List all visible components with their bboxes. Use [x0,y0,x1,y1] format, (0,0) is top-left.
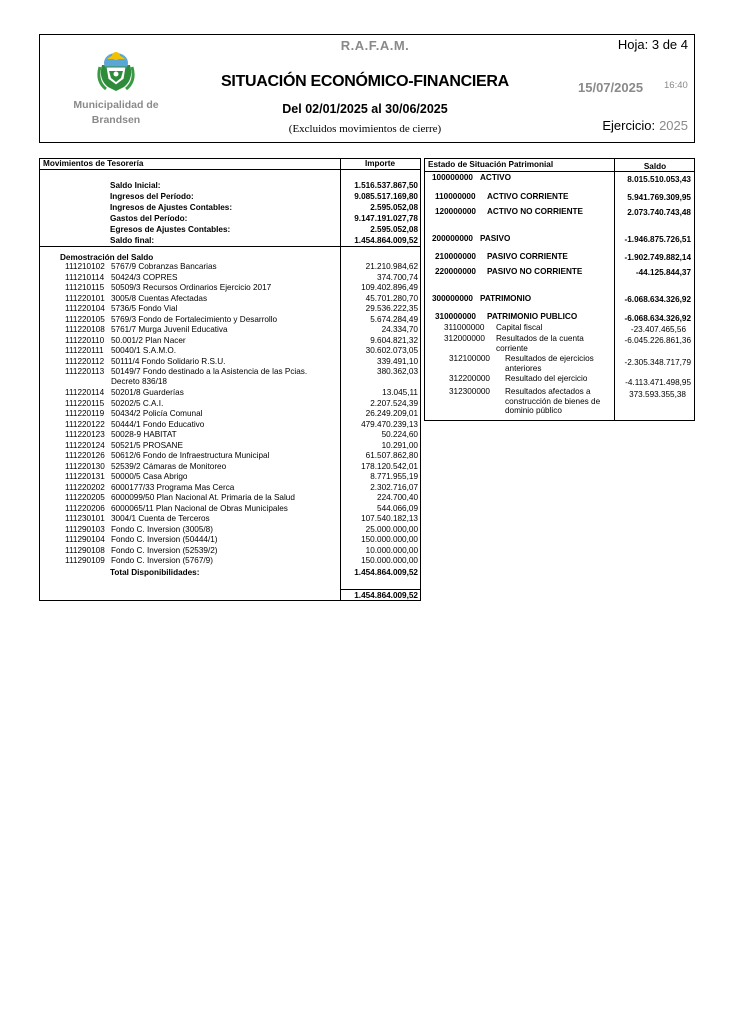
summary-value: 1.516.537.867,50 [354,181,418,190]
account-desc: 50040/1 S.A.M.O. [111,346,177,355]
account-code: 111220110 [65,335,105,345]
account-desc: 50.001/2 Plan Nacer [111,335,186,345]
account-value: 5.941.769.309,95 [627,193,691,202]
summary-label: Gastos del Período: [110,214,188,223]
account-desc: 50201/8 Guarderías [111,388,184,397]
account-value: 374.700,74 [377,272,418,282]
summary-label: Saldo final: [110,236,155,245]
account-code: 111220111 [65,346,104,355]
account-code: 111220126 [65,451,105,460]
summary-row [110,181,418,191]
patrimonial-col-desc: Estado de Situación Patrimonial [428,160,554,169]
summary-row [110,236,418,246]
account-desc: 6000099/50 Plan Nacional At. Primaria de la Salud [111,493,295,502]
summary-row [110,203,418,213]
report-time: 16:40 [664,80,688,91]
summary-value: 1.454.864.009,52 [354,236,418,245]
account-desc: ACTIVO CORRIENTE [487,192,569,201]
column-divider [614,159,615,420]
account-value: 373.593.355,38 [629,390,686,399]
account-value: 224.700,40 [377,493,418,502]
detail-title: Demostración del Saldo [60,253,154,262]
account-desc: 5761/7 Murga Juvenil Educativa [111,325,228,334]
account-value: 10.291,00 [381,440,418,450]
treasury-header-row [40,159,420,170]
account-desc: 50202/5 C.A.I. [111,398,164,408]
account-value: 109.402.896,49 [361,283,418,292]
account-code: 210000000 [435,252,476,261]
account-desc: PATRIMONIO [480,294,532,303]
account-value: 30.602.073,05 [365,346,418,355]
account-desc: Fondo C. Inversion (5767/9) [111,556,213,565]
account-desc: PATRIMONIO PUBLICO [487,312,578,321]
account-value: 2.073.740.743,48 [627,208,691,217]
account-desc: Capital fiscal [496,323,543,332]
account-code: 111220206 [65,503,105,513]
account-code: 111220115 [65,398,105,408]
account-desc: ACTIVO [480,173,511,182]
report-period: Del 02/01/2025 al 30/06/2025 [282,102,448,116]
account-desc: 52539/2 Cámaras de Monitoreo [111,461,227,471]
account-code: 111220105 [65,314,105,324]
account-desc: PASIVO [480,234,511,243]
account-value: -4.113.471.498,95 [625,378,691,387]
total-label: Total Disponibilidades: [110,568,200,577]
summary-value: 9.085.517.169,80 [354,192,418,201]
account-value: 107.540.182,13 [361,514,418,523]
account-desc: Resultado del ejercicio [505,374,588,383]
account-code: 100000000 [432,173,473,182]
treasury-table [39,158,421,601]
account-value: 61.507.862,80 [365,451,418,460]
account-code: 111220112 [65,356,105,366]
account-code: 111220131 [65,472,105,481]
account-value: -1.902.749.882,14 [624,253,691,262]
exclusion-note: (Excluidos movimientos de cierre) [288,123,442,135]
report-header [39,34,695,143]
account-value: 13.045,11 [382,388,418,397]
fiscal-year-value: 2025 [659,118,688,133]
summary-label: Egresos de Ajustes Contables: [110,225,231,234]
account-value: -23.407.465,56 [630,325,686,334]
total-value: 1.454.864.009,52 [354,568,418,577]
account-value: -6.045.226.861,36 [624,336,691,345]
account-code: 111290109 [65,556,105,565]
account-code: 312000000 [444,334,485,343]
account-desc: Fondo C. Inversion (50444/1) [111,535,218,544]
account-desc: PASIVO NO CORRIENTE [487,267,583,276]
account-desc: Resultados afectados a construcción de bienes de dominio público [505,387,601,415]
municipality-name: Municipalidad de Brandsen [73,99,159,126]
patrimonial-col-amount: Saldo [643,162,667,171]
account-code: 111220123 [65,430,105,439]
account-value: 45.701.280,70 [365,293,418,303]
account-desc: 50509/3 Recursos Ordinarios Ejercicio 2017 [111,283,272,292]
account-code: 312100000 [449,354,490,363]
account-desc: 50521/5 PROSANE [111,440,183,450]
account-value: 2.207.524,39 [370,398,418,408]
account-value: 25.000.000,00 [365,524,418,534]
account-code: 311000000 [444,323,485,332]
account-code: 312300000 [449,387,490,396]
account-desc: 50149/7 Fondo destinado a la Asistencia de las Pcias. Decreto 836/18 [111,367,308,386]
account-code: 111220130 [65,461,105,471]
report-date: 15/07/2025 [578,80,644,95]
patrimonial-header-row [425,159,694,172]
account-code: 220000000 [435,267,476,276]
account-value: 21.210.984,62 [365,262,418,271]
municipal-coat-of-arms-icon [94,45,138,93]
account-code: 111290103 [65,524,105,534]
account-value: -6.068.634.326,92 [624,314,691,323]
summary-value: 2.595.052,08 [370,225,418,234]
account-value: 24.334,70 [381,325,418,334]
account-desc: 50028-9 HABITAT [111,430,177,439]
account-code: 111220108 [65,325,105,334]
account-desc: Resultados de la cuenta corriente [496,334,584,353]
summary-label: Ingresos del Período: [110,192,194,201]
account-code: 111220124 [65,440,105,450]
account-value: 26.249.209,01 [365,409,418,418]
account-code: 120000000 [435,207,476,216]
fiscal-year [602,118,688,133]
account-desc: Resultados de ejercicios anteriores [505,354,594,373]
summary-row [110,214,418,224]
account-code: 111220119 [65,409,105,418]
account-code: 200000000 [432,234,473,243]
system-name: R.A.F.A.M. [340,38,410,53]
account-value: 380.362,03 [377,367,418,376]
account-value: 544.066,09 [377,503,418,513]
summary-value: 9.147.191.027,78 [354,214,418,223]
account-value: -44.125.844,37 [635,268,691,277]
account-value: -6.068.634.326,92 [624,295,691,304]
account-desc: 3004/1 Cuenta de Terceros [111,514,210,523]
total-value-repeat: 1.454.864.009,52 [340,589,420,601]
account-code: 111220101 [65,293,105,303]
account-desc: 50444/1 Fondo Educativo [111,419,205,429]
account-desc: 50434/2 Policía Comunal [111,409,203,418]
account-desc: 5736/5 Fondo Vial [111,304,178,313]
account-code: 312200000 [449,374,490,383]
account-code: 111290104 [65,535,105,544]
account-value: 150.000.000,00 [361,535,418,544]
account-value: -1.946.875.726,51 [624,235,691,244]
treasury-col-desc: Movimientos de Tesorería [43,159,144,168]
account-code: 111220113 [65,367,105,376]
summary-value: 2.595.052,08 [370,203,418,212]
treasury-summary [40,170,420,247]
account-value: 479.470.239,13 [361,419,418,429]
account-code: 111220202 [65,482,105,492]
account-value: 29.536.222,35 [365,304,418,313]
account-code: 111220205 [65,493,105,502]
patrimonial-table [424,158,695,421]
account-value: 8.015.510.053,43 [627,175,691,184]
account-value: -2.305.348.717,79 [624,358,691,367]
account-desc: 3005/8 Cuentas Afectadas [111,293,208,303]
account-desc: ACTIVO NO CORRIENTE [487,207,583,216]
account-desc: Fondo C. Inversion (52539/2) [111,545,218,555]
account-desc: 50424/3 COPRES [111,272,178,282]
account-value: 9.604.821,32 [370,335,418,345]
account-desc: 50111/4 Fondo Solidario R.S.U. [111,356,226,366]
account-code: 110000000 [435,192,476,201]
account-desc: 50000/5 Casa Abrigo [111,472,188,481]
treasury-col-amount: Importe [364,159,396,168]
account-value: 150.000.000,00 [361,556,418,565]
account-value: 5.674.284,49 [370,314,418,324]
account-code: 111220104 [65,304,105,313]
account-code: 111220122 [65,419,105,429]
account-value: 2.302.716,07 [370,482,418,492]
account-value: 339.491,10 [377,356,418,366]
account-code: 310000000 [435,312,476,321]
account-code: 111210114 [65,272,105,282]
account-value: 10.000.000,00 [365,545,418,555]
summary-row [110,192,418,202]
account-desc: 5767/9 Cobranzas Bancarias [111,262,217,271]
summary-label: Ingresos de Ajustes Contables: [110,203,233,212]
account-code: 111210115 [65,283,105,292]
account-desc: 5769/3 Fondo de Fortalecimiento y Desarrollo [111,314,278,324]
account-code: 111210102 [65,262,105,271]
report-title: SITUACIÓN ECONÓMICO-FINANCIERA [221,73,509,90]
account-code: 300000000 [432,294,473,303]
account-desc: 6000065/11 Plan Nacional de Obras Municipales [111,503,288,513]
account-value: 178.120.542,01 [361,461,418,471]
summary-label: Saldo Inicial: [110,181,161,190]
account-value: 50.224,60 [381,430,418,439]
fiscal-year-label: Ejercicio: [602,118,656,133]
account-value: 8.771.955,19 [370,472,418,481]
account-desc: PASIVO CORRIENTE [487,252,568,261]
account-code: 111220114 [65,388,105,397]
account-code: 111290108 [65,545,105,555]
account-desc: 50612/6 Fondo de Infraestructura Municipal [111,451,270,460]
account-desc: Fondo C. Inversion (3005/8) [111,524,213,534]
summary-row [110,225,418,235]
account-code: 111230101 [65,514,105,523]
sheet-number: Hoja: 3 de 4 [617,37,688,52]
account-desc: 6000177/33 Programa Mas Cerca [111,482,235,492]
